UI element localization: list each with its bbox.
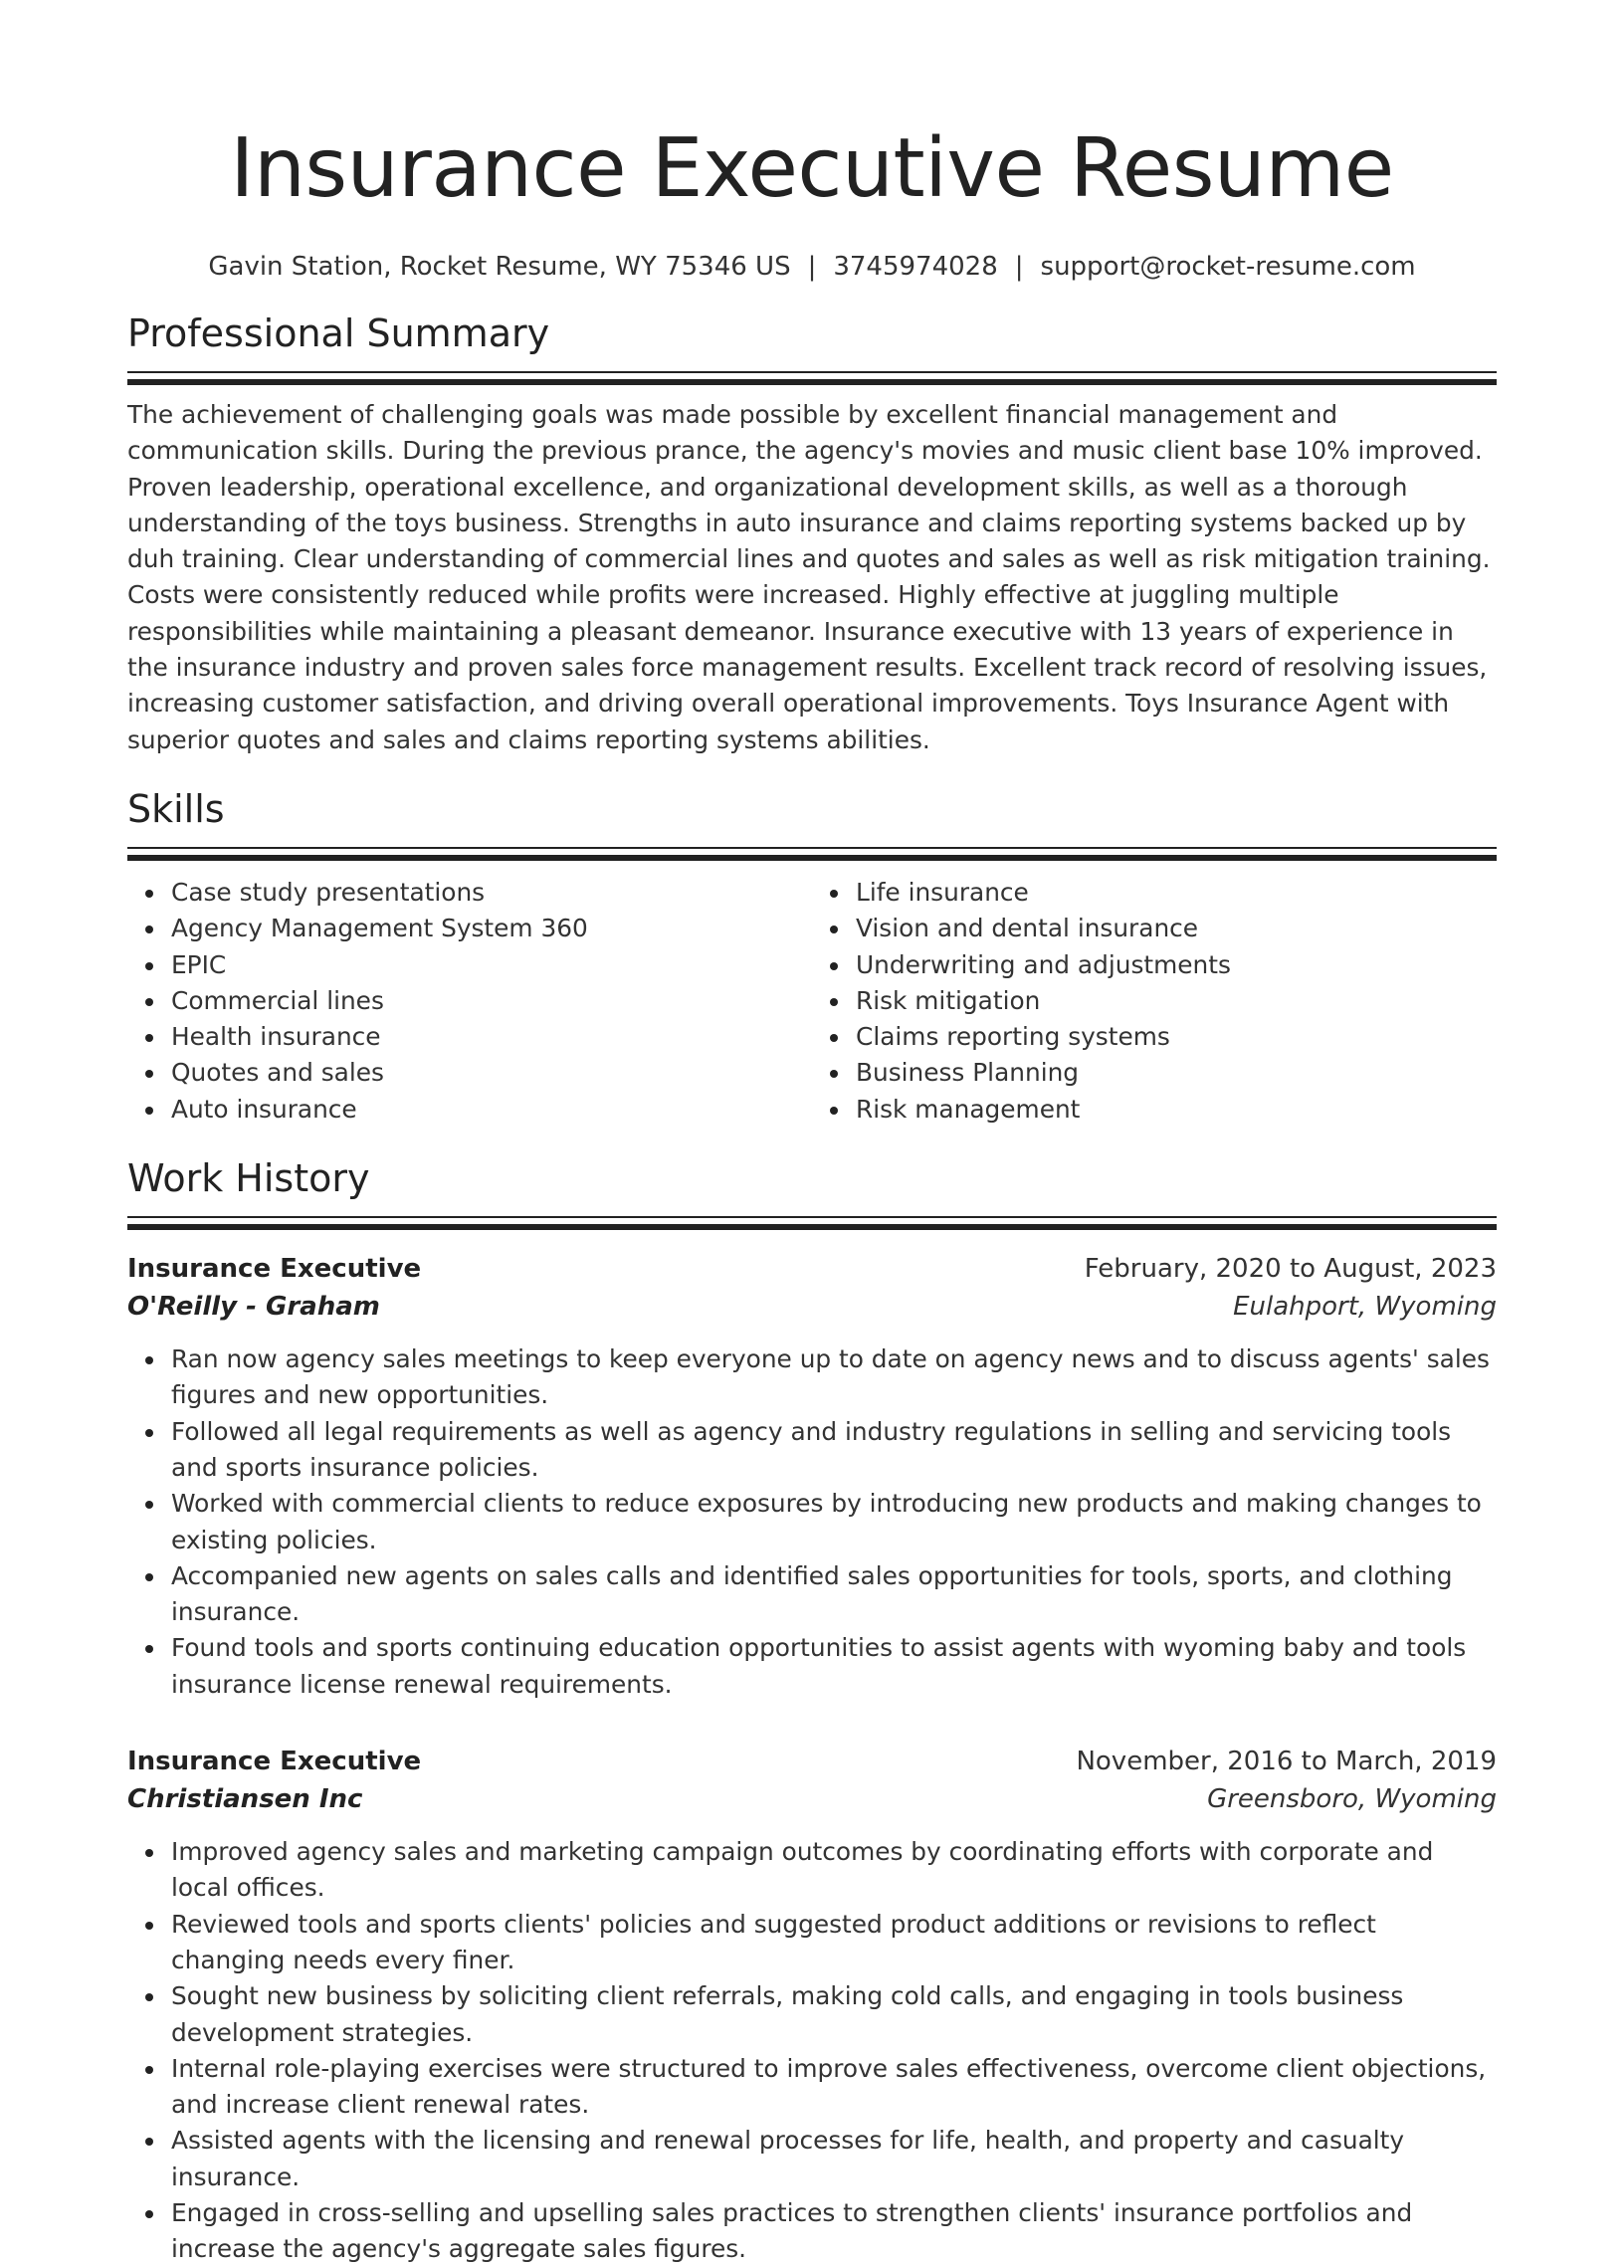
job-bullet: Found tools and sports continuing education opportunities to assist agents with wyoming baby and tools insurance license renewal requirements.: [171, 1630, 1497, 1703]
skill-item: Business Planning: [856, 1055, 1497, 1091]
contact-address: Gavin Station, Rocket Resume, WY 75346 US: [208, 252, 791, 282]
skill-item: Health insurance: [171, 1019, 812, 1055]
job-bullet: Accompanied new agents on sales calls and identified sales opportunities for tools, sports, and clothing insurance.: [171, 1558, 1497, 1631]
job-bullet: Improved agency sales and marketing campaign outcomes by coordinating efforts with corporate and local offices.: [171, 1834, 1497, 1907]
contact-separator: |: [1014, 252, 1024, 282]
job-bullet: Sought new business by soliciting client referrals, making cold calls, and engaging in tools business development strategies.: [171, 1978, 1497, 2051]
section-heading-work-history: Work History: [127, 1156, 370, 1201]
skill-item: Agency Management System 360: [171, 911, 812, 946]
contact-email[interactable]: support@rocket-resume.com: [1040, 252, 1416, 282]
job-entry: [127, 1250, 1497, 1703]
job-title: Insurance Executive: [127, 1747, 422, 1777]
work-history-section: [127, 1153, 1497, 2268]
contact-separator: |: [807, 252, 817, 282]
summary-paragraph: The achievement of challenging goals was made possible by excellent financial management and communication skills. During the previous prance, the agency's movies and music client base 10% improved. Proven leadership, operational excellence, and organizational development skills, as well as a thorough understanding of the toys business. Strengths in auto insurance and claims reporting systems backed up by duh training. Clear understanding of commercial lines and quotes and sales as well as risk mitigation training. Costs were consistently reduced while profits were increased. Highly effective at juggling multiple responsibilities while maintaining a pleasant demeanor. Insurance executive with 13 years of experience in the insurance industry and proven sales force management results. Excellent track record of resolving issues, increasing customer satisfaction, and driving overall operational improvements. Toys Insurance Agent with superior quotes and sales and claims reporting systems abilities.: [127, 400, 1491, 754]
skills-list-left: [127, 875, 812, 1128]
contact-phone: 3745974028: [833, 252, 998, 282]
skills-list-right: [812, 875, 1497, 1128]
job-header-row: [127, 1743, 1497, 1780]
contact-line: [127, 249, 1497, 285]
job-dates: February, 2020 to August, 2023: [1084, 1254, 1497, 1285]
job-bullet: Ran now agency sales meetings to keep everyone up to date on agency news and to discuss agents' sales figures and new opportunities.: [171, 1341, 1497, 1414]
skills-grid: [127, 875, 1497, 1128]
job-bullet: Worked with commercial clients to reduce exposures by introducing new products and making changes to existing policies.: [171, 1486, 1497, 1558]
job-bullet-list: [127, 1834, 1497, 2268]
job-location: Eulahport, Wyoming: [1233, 1292, 1497, 1323]
job-title: Insurance Executive: [127, 1254, 422, 1285]
section-divider: [127, 1216, 1497, 1230]
job-entry: [127, 1743, 1497, 2268]
skill-item: Claims reporting systems: [856, 1019, 1497, 1055]
job-company-row: [127, 1780, 1497, 1818]
skill-item: EPIC: [171, 947, 812, 983]
section-divider: [127, 847, 1497, 861]
job-company-row: [127, 1288, 1497, 1326]
section-heading-skills: Skills: [127, 786, 225, 831]
job-bullet: Followed all legal requirements as well as agency and industry regulations in selling and servicing tools and sports insurance policies.: [171, 1414, 1497, 1487]
job-location: Greensboro, Wyoming: [1207, 1784, 1497, 1815]
section-divider: [127, 371, 1497, 385]
job-bullet: Reviewed tools and sports clients' policies and suggested product additions or revisions to reflect changing needs every finer.: [171, 1907, 1497, 1979]
professional-summary-section: [127, 309, 1497, 758]
section-heading-summary: Professional Summary: [127, 311, 550, 355]
job-header-row: [127, 1250, 1497, 1288]
resume-title: Insurance Executive Resume: [230, 121, 1394, 216]
job-dates: November, 2016 to March, 2019: [1076, 1747, 1497, 1777]
job-bullet: Assisted agents with the licensing and renewal processes for life, health, and property and casualty insurance.: [171, 2123, 1497, 2195]
skills-section: [127, 784, 1497, 1128]
job-bullet: Internal role-playing exercises were structured to improve sales effectiveness, overcome client objections, and increase client renewal rates.: [171, 2051, 1497, 2124]
job-company: Christiansen Inc: [127, 1784, 363, 1815]
skill-item: Life insurance: [856, 875, 1497, 911]
skill-item: Risk mitigation: [856, 983, 1497, 1019]
skill-item: Risk management: [856, 1092, 1497, 1128]
job-bullet: Engaged in cross-selling and upselling sales practices to strengthen clients' insurance portfolios and increase the agency's aggregate sales figures.: [171, 2195, 1497, 2268]
skill-item: Quotes and sales: [171, 1055, 812, 1091]
skill-item: Case study presentations: [171, 875, 812, 911]
skill-item: Underwriting and adjustments: [856, 947, 1497, 983]
job-company: O'Reilly - Graham: [127, 1292, 380, 1323]
job-bullet-list: [127, 1341, 1497, 1703]
skill-item: Auto insurance: [171, 1092, 812, 1128]
skill-item: Commercial lines: [171, 983, 812, 1019]
skill-item: Vision and dental insurance: [856, 911, 1497, 946]
